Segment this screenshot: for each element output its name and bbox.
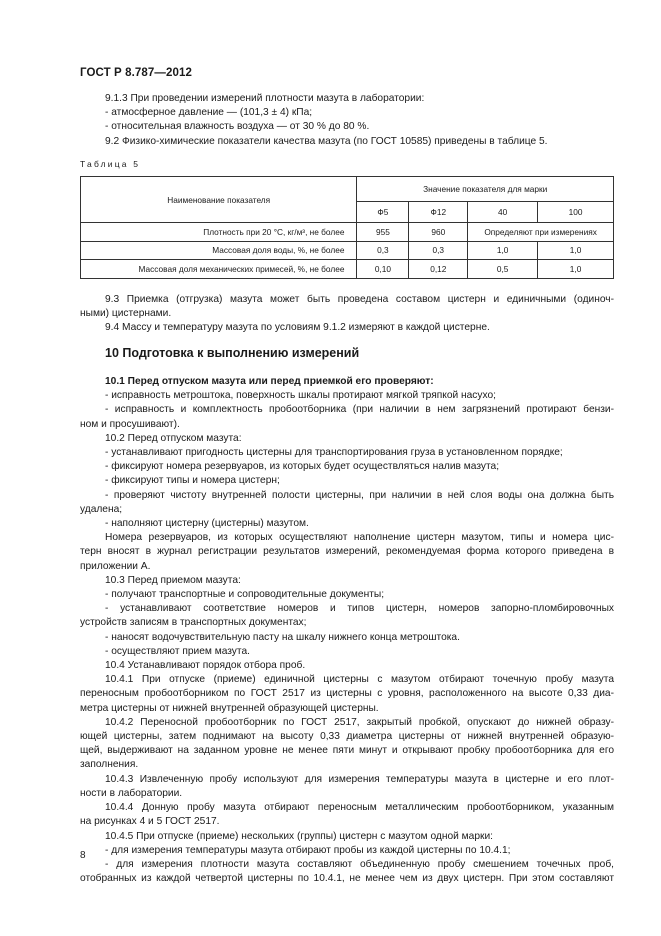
table-cell: 0,10 xyxy=(357,260,409,279)
column-header-value: Значение показателя для марки xyxy=(357,177,614,202)
text-line: - исправность метроштока, поверхность шкалы протирают мягкой тряпкой насухо; xyxy=(105,390,496,402)
text-line: приложении А. xyxy=(80,560,151,572)
text-line: - устанавливают соответствие номеров и типов цистерн, номеров запорно-пломбировочных xyxy=(105,603,614,615)
text-line: ности в лаборатории. xyxy=(80,787,183,799)
text-line: 9.3 Приемка (отгрузка) мазута может быть проведена составом цистерн и единичными (одиноч- xyxy=(105,294,614,305)
table-cell: 0,3 xyxy=(409,241,468,260)
table-caption: Таблица 5 xyxy=(80,159,141,169)
text-line: 10.4.1 При отпуске (приеме) единичной цистерны с мазутом отбирают точечную пробу мазута xyxy=(105,674,614,686)
page-number: 8 xyxy=(80,850,86,861)
grade-header: 100 xyxy=(538,201,614,222)
text-line: 10.3 Перед приемом мазута: xyxy=(105,574,241,586)
row-name: Плотность при 20 °С, кг/м³, не более xyxy=(81,223,357,242)
grade-header: Ф5 xyxy=(357,201,409,222)
text-line: - исправность и комплектность пробоотборника (при наличии в нем загрязнений протирают бензи- xyxy=(105,404,614,416)
text-line: - наполняют цистерну (цистерны) мазутом. xyxy=(105,518,309,530)
text-line: - атмосферное давление — (101,3 ± 4) кПа; xyxy=(105,107,313,119)
table-row xyxy=(81,260,614,279)
table-cell: 0,12 xyxy=(409,260,468,279)
text-line: - наносят водочувствительную пасту на шкалу нижнего конца метроштока. xyxy=(105,631,460,643)
table-cell: 1,0 xyxy=(538,260,614,279)
text-line: 10.4.4 Донную пробу мазута отбирают переносным металлическим пробоотборником, указанным xyxy=(105,802,614,814)
text-line: щей, выдерживают на заданном уровне не менее пяти минут и открывают пробку пробоотборника для его xyxy=(80,745,614,757)
grade-header: Ф12 xyxy=(409,201,468,222)
text-line: Номера резервуаров, из которых осуществляют наполнение цистерн мазутом, типы и номера цис- xyxy=(105,532,614,544)
section-body xyxy=(80,375,614,886)
text-line: метра цистерны от нижней внутренней образующей цистерны. xyxy=(80,702,379,714)
table-cell-merged: Определяют при измерениях xyxy=(468,223,614,242)
table-cell: 1,0 xyxy=(468,241,538,260)
text-line: переносным пробоотборником по ГОСТ 2517 из цистерны с уровня, расположенного на высоте 0,33 диа- xyxy=(80,688,614,700)
table-cell: 960 xyxy=(409,223,468,242)
column-header-name: Наименование показателя xyxy=(81,177,357,223)
section-title: 10 Подготовка к выполнению измерений xyxy=(105,346,360,360)
table-5 xyxy=(80,176,614,279)
text-line: на рисунках 4 и 5 ГОСТ 2517. xyxy=(80,816,220,828)
table-cell: 0,5 xyxy=(468,260,538,279)
text-line: - фиксируют номера резервуаров, из которых будет осуществляться налив мазута; xyxy=(105,461,500,473)
text-line: отобранных из каждой четвертой цистерны по 10.4.1, не менее чем из двух цистерн. При этом составляют xyxy=(80,873,614,885)
text-line: 10.4.5 При отпуске (приеме) нескольких (группы) цистерн с мазутом одной марки: xyxy=(105,830,493,842)
text-line: - для измерения плотности мазута составляют объединенную пробу смешением точечных проб, xyxy=(105,858,614,870)
text-line: 10.1 Перед отпуском мазута или перед приемкой его проверяют: xyxy=(105,376,434,387)
text-line: заполнения. xyxy=(80,759,139,771)
text-line: - устанавливают пригодность цистерны для транспортирования груза в установленном порядке; xyxy=(105,447,563,459)
text-line: 9.4 Массу и температуру мазута по условиям 9.1.2 измеряют в каждой цистерне. xyxy=(105,322,490,334)
text-line: - для измерения температуры мазута отбирают пробы из каждой цистерны по 10.4.1; xyxy=(105,844,511,856)
document-header: ГОСТ Р 8.787—2012 xyxy=(80,67,192,79)
text-line: 10.4.2 Переносной пробоотборник по ГОСТ 2517, закрытый пробкой, опускают до нижней образу- xyxy=(105,716,614,728)
text-line: - осуществляют прием мазута. xyxy=(105,645,250,657)
text-line: - относительная влажность воздуха — от 30 % до 80 %. xyxy=(105,121,370,133)
text-line: - проверяют чистоту внутренней полости цистерны, при наличии в ней слоя воды она должна быть xyxy=(105,489,614,501)
text-line: устройств записям в транспортных документах; xyxy=(80,617,307,629)
text-line: терн вносят в журнал регистрации результатов измерений, рекомендуемая форма которого приведена в xyxy=(80,546,614,558)
grade-header: 40 xyxy=(468,201,538,222)
text-line: 9.1.3 При проведении измерений плотности мазута в лаборатории: xyxy=(105,93,425,104)
text-line: удалена; xyxy=(80,503,123,515)
table-row xyxy=(81,241,614,260)
text-line: - фиксируют типы и номера цистерн; xyxy=(105,475,280,487)
text-line: ными) цистернами. xyxy=(80,308,172,320)
mid-paragraphs xyxy=(80,293,614,336)
row-name: Массовая доля воды, %, не более xyxy=(81,241,357,260)
row-name: Массовая доля механических примесей, %, не более xyxy=(81,260,357,279)
table-row xyxy=(81,223,614,242)
text-line: 10.4.3 Извлеченную пробу используют для измерения температуры мазута в цистерне и его плот- xyxy=(105,773,614,785)
table-cell: 955 xyxy=(357,223,409,242)
text-line: 10.2 Перед отпуском мазута: xyxy=(105,432,242,444)
text-line: 9.2 Физико-химические показатели качества мазута (по ГОСТ 10585) приведены в таблице 5. xyxy=(105,135,548,147)
intro-paragraphs xyxy=(80,92,614,149)
table-cell: 0,3 xyxy=(357,241,409,260)
text-line: ющей цистерны, затем поднимают на высоту 0,33 диаметра цистерны от нижней внутренней образую- xyxy=(80,731,614,743)
text-line: 10.4 Устанавливают порядок отбора проб. xyxy=(105,660,306,672)
text-line: - получают транспортные и сопроводительные документы; xyxy=(105,589,385,601)
table-cell: 1,0 xyxy=(538,241,614,260)
text-line: ном и просушивают). xyxy=(80,418,180,430)
